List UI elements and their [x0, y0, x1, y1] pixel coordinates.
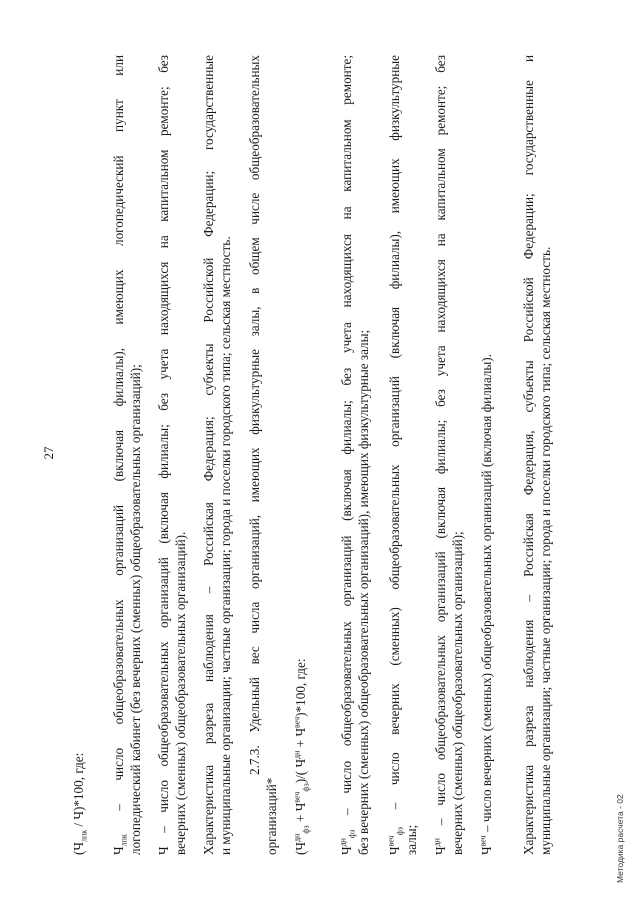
footer-label: Методика расчета - 02: [615, 794, 625, 883]
formula-2: $(Ч^{дн}_{фз} + Ч^{веч}_{фз})/$( $Ч^{дн} + Ч^{веч})*100$, где:: [292, 658, 311, 855]
definition-ch-lpk: $Ч_{лпк}$ – число общеобразовательных организаций (включая филиалы), имеющих логопедический пункт или логопедический кабинет (без вечерних (сменных) общеобразовательных организаций);: [111, 55, 143, 855]
characteristic-1: Характеристика разреза наблюдения – Российская Федерация; субъекты Российской Федерации; государственные и муниципальные организации; частные организации; города и поселки городского типа; сельская местность.: [201, 55, 233, 855]
definition-ch-dn-fz: $Ч^{дн}_{фз}$ – число общеобразовательных организаций (включая филиалы; без учета находящихся на капитальном ремонте; без вечерних (сменных) общеобразовательных организаций), имеющих физкультурные залы;: [338, 55, 371, 855]
characteristic-2: Характеристика разреза наблюдения – Российская Федерация, субъекты Российской Федерации; государственные и муниципальные организации; частные организации; города и поселки городского типа; сельская местность.: [521, 55, 553, 855]
section-2-7-3: 2.7.3. Удельный вес числа организаций, имеющих физкультурные залы, в общем числе общеобразовательных организаций*: [247, 55, 279, 855]
definition-ch-vech-fz: $Ч^{веч}_{фз}$ – число вечерних (сменных) общеобразовательных организаций (включая филиалы), имеющих физкультурные залы;: [386, 55, 419, 855]
definition-ch-vech: $Ч^{веч}$ – число вечерних (сменных) общеобразовательных организаций (включая филиалы).: [478, 354, 494, 855]
definition-ch: Ч – число общеобразовательных организаций (включая филиалы; без учета находящихся на капитальном ремонте; без вечерних (сменных) общеобразовательных организаций).: [156, 55, 188, 855]
formula-1: $(Ч_{лпк} / Ч)*100$, где:: [71, 752, 89, 855]
definition-ch-dn: $Ч^{дн}$ – число общеобразовательных организаций (включая филиалы; без учета находящихся на капитальном ремонте; без вечерних (сменных) общеобразовательных организаций);: [432, 55, 465, 855]
page-number: 27: [41, 446, 56, 460]
